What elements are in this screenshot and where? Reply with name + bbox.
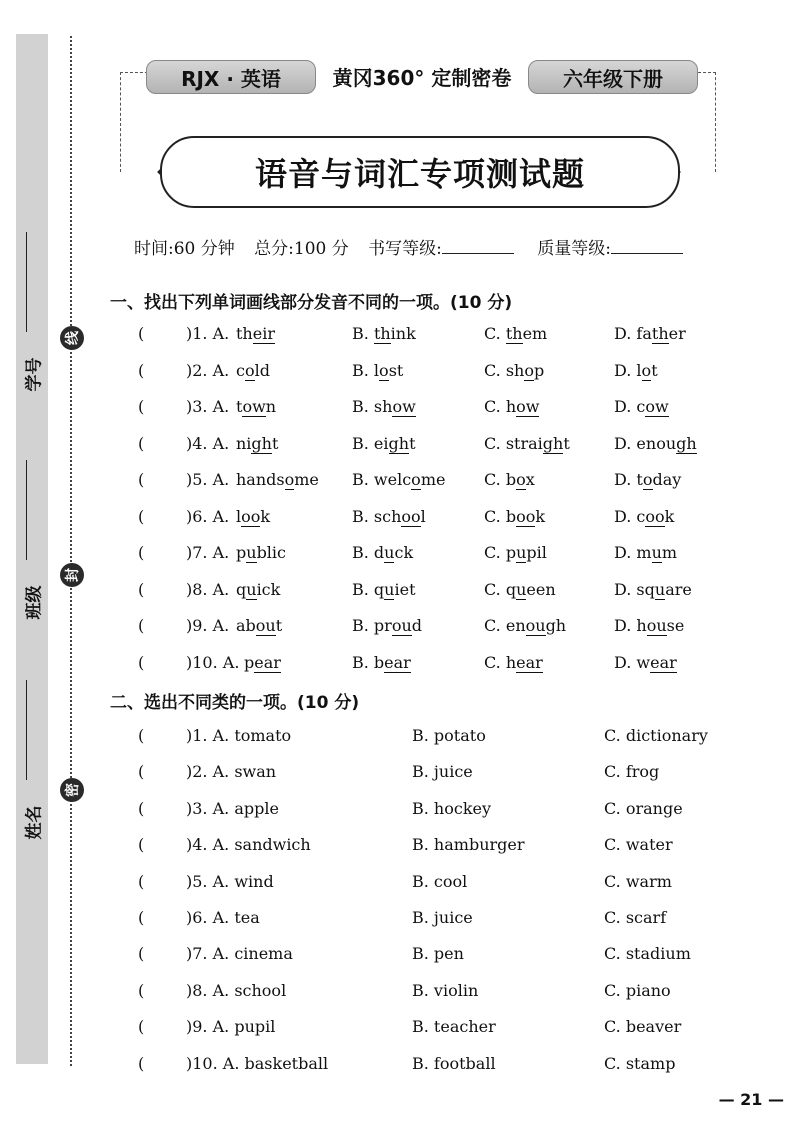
option-d: D. lot — [614, 360, 658, 380]
section1-title: 一、找出下列单词画线部分发音不同的一项。(10 分) — [110, 293, 513, 313]
answer-paren[interactable]: ( — [138, 726, 145, 745]
seal-secret-mark: 密 — [60, 778, 84, 802]
option-d: D. cook — [614, 506, 675, 526]
option-b: B. welcome — [352, 470, 446, 489]
student-id-field[interactable] — [18, 232, 46, 392]
page-number: — 21 — — [718, 1090, 784, 1109]
option-c: C. stamp — [604, 1053, 676, 1073]
answer-paren[interactable]: ( — [138, 579, 145, 599]
question-number: )9. A. — [186, 616, 230, 635]
option-a: )10. A. basketball — [186, 1053, 329, 1073]
option-c: C. frog — [604, 762, 660, 782]
answer-paren[interactable]: ( — [138, 433, 145, 453]
writing-grade-label: 书写等级: — [368, 239, 442, 259]
option-a: pear — [244, 652, 281, 672]
question-number: )3. A. — [186, 397, 230, 416]
seal-line-mark: 线 — [60, 326, 84, 350]
answer-paren[interactable]: ( — [138, 980, 145, 1000]
answer-paren[interactable]: ( — [138, 835, 145, 855]
option-c: C. water — [604, 835, 673, 855]
page-title: 语音与词汇专项测试题 — [160, 136, 680, 208]
question-number: )1. A. — [186, 324, 230, 343]
student-id-label: 学号 — [24, 357, 45, 391]
option-c: C. how — [484, 397, 540, 416]
quality-grade-label: 质量等级: — [537, 239, 612, 259]
option-a: )3. A. apple — [186, 798, 279, 818]
seal-seal-mark: 封 — [60, 563, 84, 587]
option-d: D. wear — [614, 652, 677, 672]
answer-paren[interactable]: ( — [138, 506, 145, 526]
option-c: C. them — [484, 324, 548, 343]
option-a: about — [236, 616, 283, 635]
option-a: quick — [236, 579, 281, 599]
option-c: C. orange — [604, 798, 683, 818]
option-b: B. lost — [352, 360, 404, 380]
option-a: )6. A. tea — [186, 908, 260, 927]
answer-paren[interactable]: ( — [138, 1053, 145, 1073]
answer-paren[interactable]: ( — [138, 616, 145, 635]
series-name: 黄冈360° 定制密卷 — [316, 58, 528, 94]
option-b: B. show — [352, 397, 416, 416]
option-c: C. warm — [604, 871, 672, 891]
answer-paren[interactable]: ( — [138, 762, 145, 782]
answer-paren[interactable]: ( — [138, 397, 145, 416]
answer-paren[interactable]: ( — [138, 908, 145, 927]
class-label: 班级 — [24, 585, 45, 619]
option-b: B. quiet — [352, 579, 416, 599]
option-b: B. cool — [412, 871, 468, 891]
option-a: )4. A. sandwich — [186, 835, 311, 855]
option-d: D. father — [614, 324, 686, 343]
answer-paren[interactable]: ( — [138, 360, 145, 380]
option-d: D. cow — [614, 397, 669, 416]
option-c: C. pupil — [484, 543, 547, 562]
option-a: cold — [236, 360, 270, 380]
answer-paren[interactable]: ( — [138, 871, 145, 891]
option-d: D. enough — [614, 433, 697, 453]
option-b: B. violin — [412, 980, 479, 1000]
exam-meta — [134, 234, 701, 259]
option-b: B. think — [352, 324, 416, 343]
option-a: )8. A. school — [186, 980, 287, 1000]
question-number: )2. A. — [186, 360, 230, 380]
option-c: C. scarf — [604, 908, 667, 927]
answer-paren[interactable]: ( — [138, 324, 145, 343]
question-number: )5. A. — [186, 470, 230, 489]
option-c: C. box — [484, 470, 535, 489]
option-d: D. mum — [614, 543, 678, 562]
option-b: B. school — [352, 506, 426, 526]
option-d: D. house — [614, 616, 685, 635]
option-c: C. straight — [484, 433, 570, 453]
question-number: )7. A. — [186, 543, 230, 562]
option-a: public — [236, 543, 286, 562]
grade-tag: 六年级下册 — [528, 60, 698, 94]
option-a: handsome — [236, 470, 319, 489]
cut-line — [70, 36, 72, 1066]
writing-grade-blank[interactable] — [442, 253, 514, 254]
option-b: B. pen — [412, 944, 464, 964]
option-a: )5. A. wind — [186, 871, 274, 891]
answer-paren[interactable]: ( — [138, 944, 145, 964]
option-a: their — [236, 324, 275, 343]
option-c: C. dictionary — [604, 726, 708, 745]
option-b: B. football — [412, 1053, 496, 1073]
answer-paren[interactable]: ( — [138, 798, 145, 818]
option-a: )7. A. cinema — [186, 944, 293, 964]
name-field[interactable] — [18, 680, 46, 840]
option-c: C. queen — [484, 579, 556, 599]
option-b: B. eight — [352, 433, 416, 453]
subject-tag: RJX · 英语 — [146, 60, 316, 94]
question-number: )6. A. — [186, 506, 230, 526]
option-b: B. juice — [412, 908, 473, 927]
option-b: B. bear — [352, 652, 411, 672]
option-c: C. beaver — [604, 1017, 682, 1037]
option-a: )9. A. pupil — [186, 1017, 276, 1037]
class-field[interactable] — [18, 460, 46, 620]
option-a: night — [236, 433, 279, 453]
name-label: 姓名 — [24, 805, 45, 839]
quality-grade-blank[interactable] — [611, 253, 683, 254]
score-info: 总分:100 分 — [254, 239, 349, 259]
option-c: C. enough — [484, 616, 567, 635]
question-number: )8. A. — [186, 579, 230, 599]
answer-paren[interactable]: ( — [138, 652, 145, 672]
option-b: B. duck — [352, 543, 414, 562]
option-c: C. shop — [484, 360, 545, 380]
option-b: B. teacher — [412, 1017, 496, 1037]
option-b: B. hamburger — [412, 835, 525, 855]
option-d: D. square — [614, 579, 692, 599]
question-number: )10. A. — [186, 652, 240, 672]
option-c: C. stadium — [604, 944, 691, 964]
option-b: B. hockey — [412, 798, 492, 818]
option-a: )1. A. tomato — [186, 726, 292, 745]
answer-paren[interactable]: ( — [138, 1017, 145, 1037]
answer-paren[interactable]: ( — [138, 543, 145, 562]
time-info: 时间:60 分钟 — [134, 239, 235, 259]
option-c: C. hear — [484, 652, 543, 672]
option-d: D. today — [614, 470, 682, 489]
option-b: B. proud — [352, 616, 423, 635]
option-a: look — [236, 506, 271, 526]
section2-title: 二、选出不同类的一项。(10 分) — [110, 693, 360, 713]
option-a: )2. A. swan — [186, 762, 277, 782]
option-c: C. book — [484, 506, 546, 526]
option-c: C. piano — [604, 980, 671, 1000]
option-a: town — [236, 397, 277, 416]
question-number: )4. A. — [186, 433, 230, 453]
option-b: B. potato — [412, 726, 486, 745]
answer-paren[interactable]: ( — [138, 470, 145, 489]
option-b: B. juice — [412, 762, 473, 782]
